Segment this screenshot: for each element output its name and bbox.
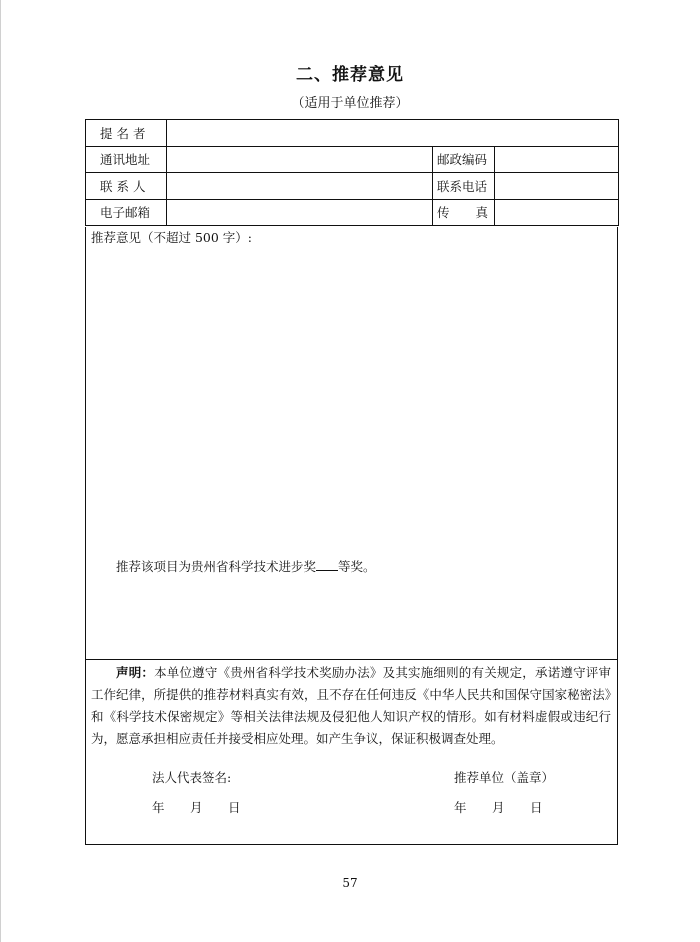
legal-rep-date [152,798,241,816]
fax-label: 传 真 [433,199,495,226]
page-edge [0,0,1,942]
email-field[interactable] [167,199,433,226]
address-label: 通讯地址 [86,146,167,173]
unit-date [454,798,543,816]
nominator-label: 提 名 者 [86,120,167,147]
nominator-field[interactable] [167,120,619,147]
declaration-heading: 声明： [116,665,155,680]
page-subtitle: （适用于单位推荐） [291,96,409,111]
month-label: 月 [492,800,505,815]
email-label: 电子邮箱 [86,199,167,226]
declaration-text [91,662,611,750]
year-label: 年 [152,800,165,815]
table-row [86,173,619,200]
contact-field[interactable] [167,173,433,200]
phone-field[interactable] [495,173,619,200]
day-label: 日 [530,800,543,815]
recommendation-suffix: 等奖。 [338,559,376,574]
legal-rep-signature-label: 法人代表签名: [152,770,232,785]
phone-label: 联系电话 [433,173,495,200]
opinion-box[interactable] [85,227,618,660]
declaration-box [85,659,618,845]
page-number: 57 [342,876,358,890]
year-label: 年 [454,800,467,815]
page-title: 二、推荐意见 [296,65,404,85]
day-label: 日 [228,800,241,815]
nominator-info-table [85,119,619,226]
address-field[interactable] [167,146,433,173]
table-row [86,199,619,226]
postcode-label: 邮政编码 [433,146,495,173]
opinion-label: 推荐意见（不超过 500 字）: [91,230,253,245]
postcode-field[interactable] [495,146,619,173]
recommendation-prefix: 推荐该项目为贵州省科学技术进步奖 [116,559,317,574]
recommendation-line [116,557,376,575]
table-row [86,120,619,147]
recommending-unit-seal-label: 推荐单位（盖章） [454,770,555,785]
contact-label: 联 系 人 [86,173,167,200]
declaration-body: 本单位遵守《贵州省科学技术奖励办法》及其实施细则的有关规定，承诺遵守评审工作纪律，所提供的推荐材料真实有效，且不存在任何违反《中华人民共和国保守国家秘密法》和《科学技术保密规定》等相关法律法规及侵犯他人知识产权的情形。如有材料虚假或违纪行为，愿意承担相应责任并接受相应处理。如产生争议，保证积极调查处理。 [91,665,611,746]
award-grade-blank[interactable] [316,558,338,571]
fax-field[interactable] [495,199,619,226]
month-label: 月 [190,800,203,815]
table-row [86,146,619,173]
